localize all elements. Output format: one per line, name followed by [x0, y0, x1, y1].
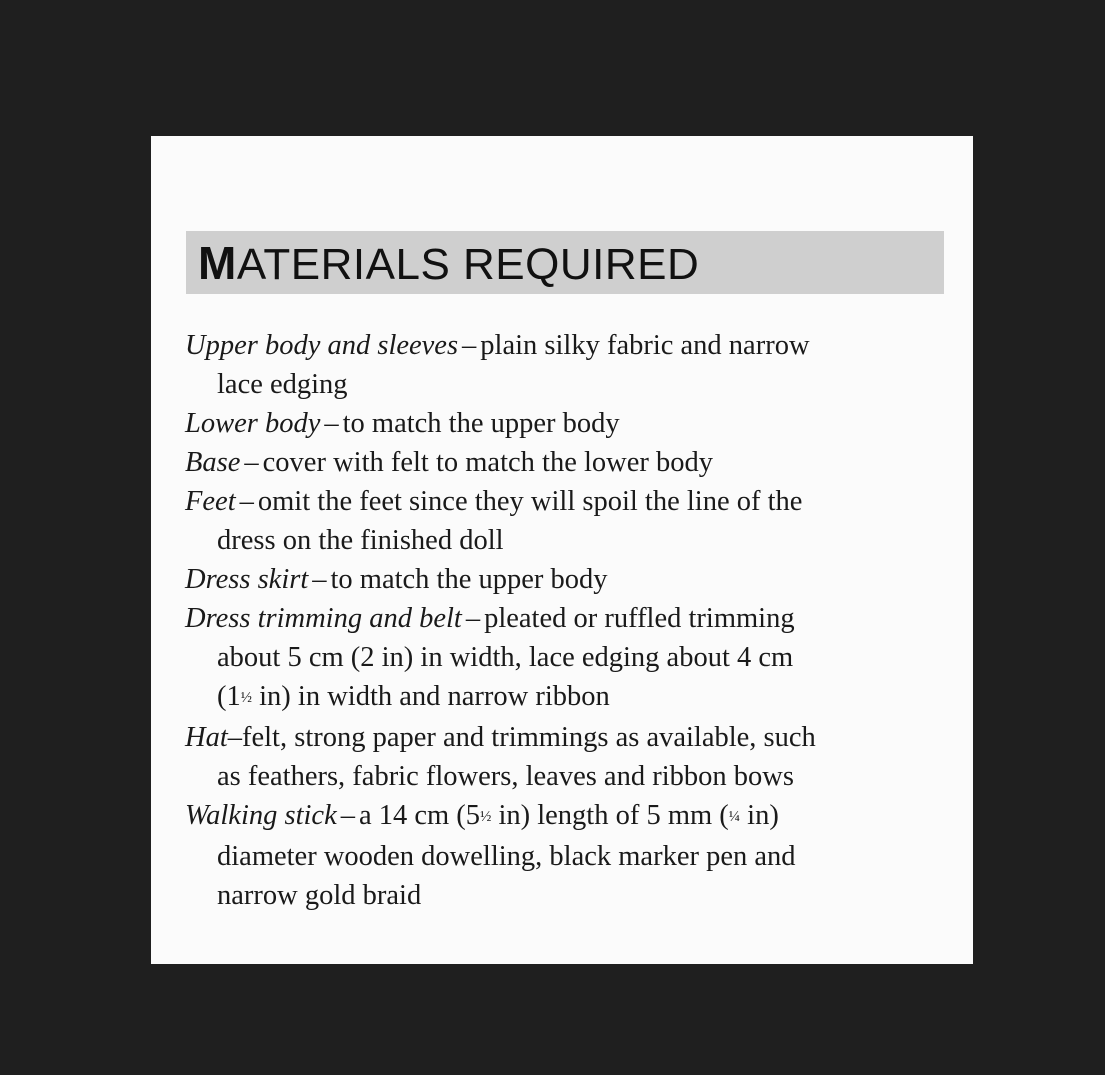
item-text: felt, strong paper and trimmings as available, such [242, 722, 816, 753]
item-label: Upper body and sleeves [185, 330, 459, 361]
list-item [185, 599, 955, 718]
fraction: ¼ [728, 809, 741, 825]
item-dash: – [244, 447, 259, 478]
list-item [185, 560, 955, 599]
item-dash: – [324, 408, 339, 439]
title-initial: M [198, 237, 237, 289]
list-item [185, 443, 955, 482]
item-text-continued: diameter wooden dowelling, black marker pen and [217, 841, 796, 872]
materials-list [185, 326, 955, 915]
heading-bar [186, 231, 944, 294]
item-label: Dress skirt [185, 564, 309, 595]
item-dash: – [462, 330, 477, 361]
list-item [185, 404, 955, 443]
item-text: to match the upper body [342, 408, 620, 439]
item-label: Hat [185, 722, 228, 753]
item-text: plain silky fabric and narrow [480, 330, 810, 361]
page-title [198, 237, 699, 291]
item-text: to match the upper body [330, 564, 608, 595]
item-dash: – [465, 603, 481, 634]
item-label: Walking stick [185, 800, 337, 831]
item-label: Feet [185, 486, 236, 517]
item-text-suffix: in) in width and narrow ribbon [252, 681, 610, 712]
list-item [185, 796, 955, 915]
document-page [151, 136, 973, 964]
item-text-continued: lace edging [217, 369, 348, 400]
item-label: Base [185, 447, 241, 478]
item-text-continued: narrow gold braid [217, 880, 422, 911]
item-dash: – [239, 486, 254, 517]
item-text-part: in) [740, 800, 779, 831]
item-text-part: in) length of 5 mm ( [491, 800, 729, 831]
item-label: Lower body [185, 408, 321, 439]
item-text-part: a 14 cm (5 [358, 800, 481, 831]
item-dash: – [227, 722, 242, 753]
list-item [185, 326, 955, 404]
item-text-prefix: (1 [217, 681, 241, 712]
list-item [185, 718, 955, 796]
list-item [185, 482, 955, 560]
item-text-continued: about 5 cm (2 in) in width, lace edging about 4 cm [217, 642, 794, 673]
fraction: ½ [480, 809, 492, 825]
item-dash: – [312, 564, 327, 595]
title-rest: ATERIALS REQUIRED [236, 240, 700, 289]
fraction: ½ [240, 690, 252, 706]
item-text-continued: dress on the finished doll [217, 525, 504, 556]
item-label: Dress trimming and belt [185, 603, 462, 634]
item-dash: – [340, 800, 355, 831]
item-text: cover with felt to match the lower body [262, 447, 713, 478]
item-text-continued: as feathers, fabric flowers, leaves and ribbon bows [217, 761, 794, 792]
item-text: pleated or ruffled trimming [484, 603, 795, 634]
item-text: omit the feet since they will spoil the line of the [257, 486, 803, 517]
